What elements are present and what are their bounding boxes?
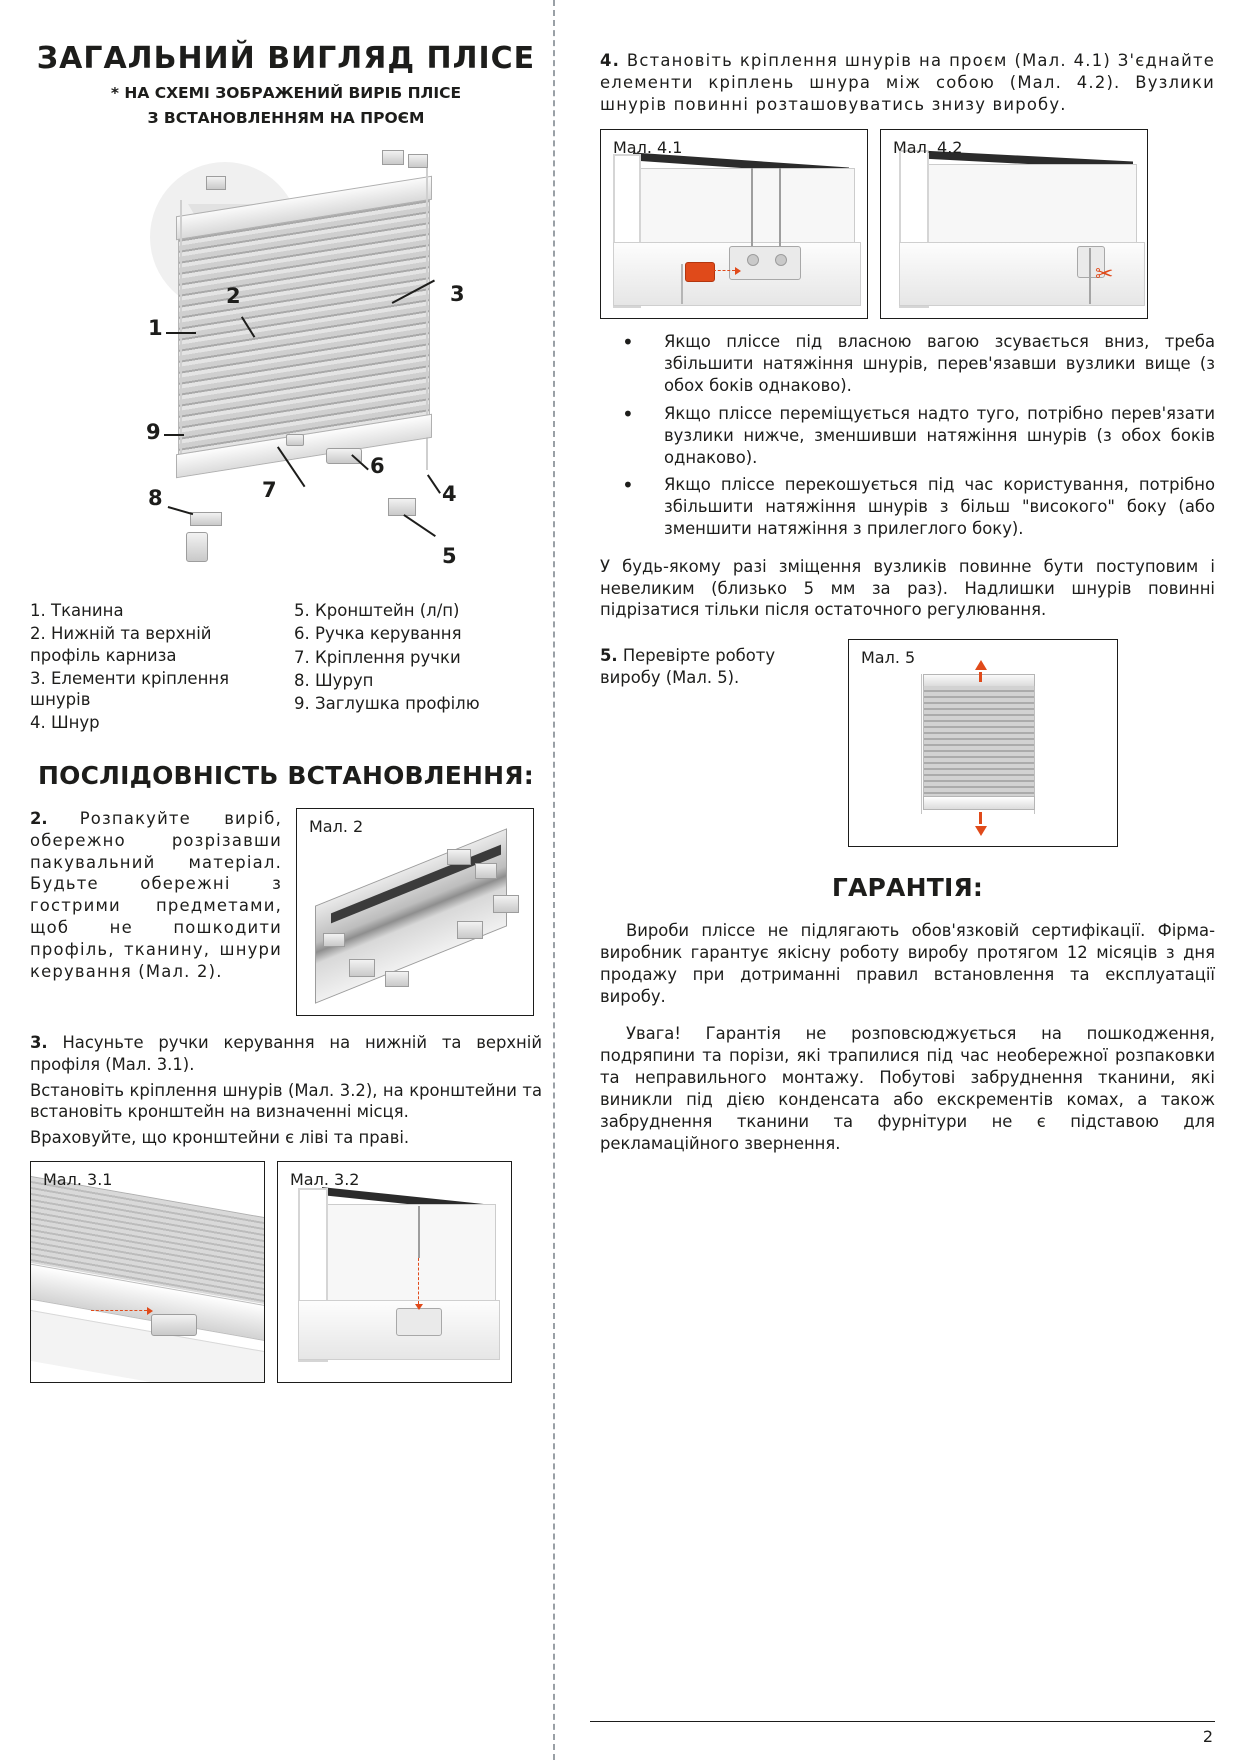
leader-1 [166,332,196,334]
cord-fixing-top-right-b [408,154,428,168]
figure-3-2 [277,1161,512,1383]
step-3-figures [30,1161,542,1383]
connector-arrow [713,270,735,271]
step-5-number: 5. [600,646,618,666]
figure-5-arrow-down [975,826,987,836]
adjustment-bullets [600,331,1215,539]
legend-item: 5. Кронштейн (л/п) [294,601,460,621]
install-arrow-down [418,1258,419,1304]
bracket-left [186,532,208,562]
footer-rule [590,1721,1215,1722]
adjustment-note: У будь-якому разі зміщення вузликів повинне бути поступовим і невеликим (близько 5 мм за раз). Надлишки шнурів повинні підрізатися тільки після остаточного регулювання. [600,556,1215,620]
step-3-number: 3. [30,1033,48,1052]
diagram-label-5: 5 [442,544,457,569]
part-bracket-g [323,933,345,947]
cord-4-1-b [779,168,781,246]
legend [30,600,542,735]
figure-2 [296,808,534,1016]
leader-4 [427,475,441,494]
step-3-text-3: Враховуйте, що кронштейни є ліві та праві. [30,1128,410,1148]
diagram-label-8: 8 [148,486,163,511]
legend-item: 2. Нижній та верхній профіль карниза [30,624,212,665]
figure-5-fabric [923,686,1035,796]
scissors-icon: ✂ [1095,262,1114,288]
part-bracket-c [493,895,519,913]
step-3-text-2: Встановіть кріплення шнурів (Мал. 3.2), на кронштейни та встановіть кронштейн на визначенні місця. [30,1080,542,1122]
cord-figure-3-2 [418,1206,420,1258]
leader-9 [164,434,184,436]
window-glass [322,1204,496,1302]
warranty-heading: ГАРАНТІЯ: [831,873,984,903]
step-3-line-1 [30,1032,542,1076]
figure-5-arrow-up [975,660,987,670]
figure-3-2-caption: Мал. 3.2 [290,1170,360,1190]
step-3 [30,1032,542,1149]
step-4-text [600,50,1215,115]
part-bracket-d [457,921,483,939]
step-4-number: 4. [600,51,621,70]
cord-left [180,200,182,470]
bullet-item: • Якщо пліссе переміщується надто туго, потрібно перев'язати вузлики нижче, зменшивши натяжіння шнурів (з обох боків однаково). [600,403,1215,468]
step-2-text [30,808,282,983]
part-bracket-e [349,959,375,977]
legend-item: 6. Ручка керування [294,624,462,644]
figure-5-caption: Мал. 5 [861,648,916,668]
control-handle [326,448,362,464]
leader-8 [168,506,193,515]
step-2 [30,808,542,1016]
part-bracket-a [447,849,471,865]
figure-5-arrow-up-stem [979,672,982,682]
figure-4-2 [880,129,1148,319]
legend-item: 4. Шнур [30,712,100,732]
diagram-label-9: 9 [146,420,161,445]
figure-5 [848,639,1118,847]
step-5 [600,639,1215,847]
part-bracket-b [475,863,497,879]
diagram-label-7: 7 [262,478,277,503]
cord-fixing-top-left [206,176,226,190]
diagram-label-1: 1 [148,316,163,341]
cord-connector [685,262,715,282]
figure-2-caption: Мал. 2 [309,817,364,836]
legend-item: 9. Заглушка профілю [294,693,480,713]
diagram-label-6: 6 [370,454,385,479]
screw-left [190,512,222,526]
figure-4-1 [600,129,868,319]
legend-column-right [294,600,542,735]
legend-item: 3. Елементи кріплення шнурів [30,668,230,709]
cord-4-1-a [751,168,753,246]
diagram-label-2: 2 [226,284,241,309]
figure-3-1 [30,1161,265,1383]
step-3-text-1: Насуньте ручки керування на нижній та верхній профіля (Мал. 3.1). [30,1033,542,1074]
step-4-figures [600,129,1215,319]
warranty-paragraph-2: Увага! Гарантія не розповсюджується на пошкодження, подряпини та порізи, які трапилися під час необережної розпаковки та неправильного монтажу. Побутові забруднення тканини, які виникли під дією конденсата або екскрементів комах, а також забруднення тканини та фурнітури не є підставою для рекламаційного звернення. [600,1024,1215,1153]
legend-column-left [30,600,268,735]
cord-fixing-plate [396,1308,442,1336]
general-view-diagram [30,134,542,594]
figure-5-arrow-down-stem [979,812,982,824]
right-column [560,22,1215,1730]
glass-4-1 [639,168,855,246]
cord-4-1-loose [681,264,683,304]
step-5-text [600,645,832,689]
figure-4-1-caption: Мал. 4.1 [613,138,683,158]
warranty-paragraph-1: Вироби пліссе не підлягають обов'язковій сертифікації. Фірма-виробник гарантує якісну роботу виробу протягом 12 місяців з дня продажу при дотриманні правил встановлення та експлуатації виробу. [600,921,1215,1006]
part-bracket-f [385,971,409,987]
glass-4-2 [927,164,1137,246]
slide-arrow [91,1310,147,1311]
page-number: 2 [1202,1727,1213,1746]
legend-item: 7. Кріплення ручки [294,647,461,667]
figure-3-1-caption: Мал. 3.1 [43,1170,113,1190]
page-title: ЗАГАЛЬНИЙ ВИГЛЯД ПЛІСЕ [36,41,536,76]
legend-item: 8. Шуруп [294,670,374,690]
cord-4-2 [1089,248,1091,304]
step-2-number: 2. [30,809,48,828]
diagram-label-4: 4 [442,482,457,507]
step-4-body: Встановіть кріплення шнурів на проєм (Мал. 4.1) З'єднайте елементи кріплень шнура між собою (Мал. 4.2). Вузлики шнурів повинні розташовуватись знизу виробу. [600,51,1215,114]
step-2-body: Розпакуйте виріб, обережно розрізавши пакувальний матеріал. Будьте обережні з гострими предметами, щоб не пошкодити профіль, тканину, шнури керування (Мал. 2). [30,809,282,981]
control-handle-figure [151,1314,197,1336]
legend-item: 1. Тканина [30,601,124,621]
bracket-right [388,498,416,516]
diagram-label-3: 3 [450,282,465,307]
leader-5 [404,514,436,536]
page-divider [553,0,555,1760]
figure-4-2-caption: Мал. 4.2 [893,138,963,158]
subtitle-line-1: * НА СХЕМІ ЗОБРАЖЕНИЙ ВИРІБ ПЛІСЕ [110,83,462,102]
installation-sequence-heading: ПОСЛІДОВНІСТЬ ВСТАНОВЛЕННЯ: [38,761,534,790]
figure-5-bottom-rail [923,796,1035,810]
cord-fixing-top-right-a [382,150,404,165]
handle-mount [286,434,304,446]
step-5-body: Перевірте роботу виробу (Мал. 5). [600,646,776,687]
bullet-item: • Якщо пліссе під власною вагою зсувається вниз, треба збільшити натяжіння шнурів, перев'язавши вузлики вище (з обох боків однаково). [600,331,1215,396]
subtitle-line-2: З ВСТАНОВЛЕННЯМ НА ПРОЄМ [147,108,425,127]
bullet-item: • Якщо пліссе перекошується під час користування, потрібно збільшити натяжіння шнурів з більш "високого" боку (або зменшити натяжіння з прилеглого боку). [600,474,1215,539]
left-column [30,22,560,1730]
